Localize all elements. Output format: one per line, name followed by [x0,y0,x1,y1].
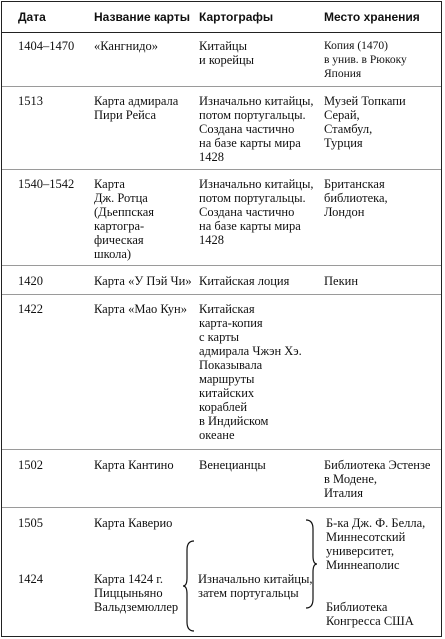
row-divider [2,294,441,295]
header-cartographers: Картографы [199,10,274,24]
cell-storage: Музей Топкапи Серай, Стамбул, Турция [324,94,406,150]
cell-map-name: Карта «Мао Кун» [94,302,187,316]
cell-map-name: «Кангнидо» [94,39,159,53]
header-divider [2,32,441,33]
right-brace-icon [304,519,318,609]
cell-map-name: Карта 1424 г. Пиццыньяно Вальдземюллер [94,572,179,614]
cell-storage: Библиотека Конгресса США [326,600,414,628]
left-brace-icon [182,540,196,632]
cell-date: 1420 [18,274,43,288]
cell-storage: Британская библиотека, Лондон [324,177,388,219]
row-divider [2,265,441,266]
row-divider [2,169,441,170]
cell-date: 1505 [18,516,43,530]
cell-date: 1424 [18,572,43,586]
cell-cartographers: Китайская лоция [199,274,290,288]
header-storage: Место хранения [324,10,420,24]
cell-date: 1422 [18,302,43,316]
cell-cartographers: Китайцы и корейцы [199,39,255,67]
cell-storage: Копия (1470) в унив. в Рюкоку Япония [324,40,407,80]
row-divider [2,86,441,87]
cell-cartographers-shared: Изначально китайцы, затем португальцы [198,572,313,600]
header-map-name: Название карты [94,10,190,24]
cell-date: 1513 [18,94,43,108]
cell-date: 1404–1470 [18,39,75,53]
cell-cartographers: Изначально китайцы, потом португальцы. Создана частично на базе карты мира 1428 [199,177,314,247]
cell-map-name: Карта Дж. Ротца (Дьеппская картогра- фическая школа) [94,177,155,261]
cell-date: 1540–1542 [18,177,75,191]
cell-map-name: Карта «У Пэй Чи» [94,274,192,288]
cell-storage: Б-ка Дж. Ф. Белла, Миннесотский университет, Миннеаполис [326,516,426,572]
cell-map-name: Карта адмирала Пири Рейса [94,94,179,122]
maps-table [1,1,442,637]
row-divider [2,507,441,508]
cell-storage: Пекин [324,274,359,288]
row-divider [2,449,441,450]
cell-cartographers: Изначально китайцы, потом португальцы. Создана частично на базе карты мира 1428 [199,94,314,164]
cell-date: 1502 [18,458,43,472]
cell-map-name: Карта Каверио [94,516,173,530]
header-date: Дата [18,10,46,24]
cell-cartographers: Китайская карта-копия с карты адмирала Чжэн Хэ. Показывала маршруты китайских кораблей в Индийском океане [199,302,302,442]
cell-storage: Библиотека Эстензе в Модене, Италия [324,458,431,500]
cell-map-name: Карта Кантино [94,458,174,472]
cell-cartographers: Венецианцы [199,458,266,472]
